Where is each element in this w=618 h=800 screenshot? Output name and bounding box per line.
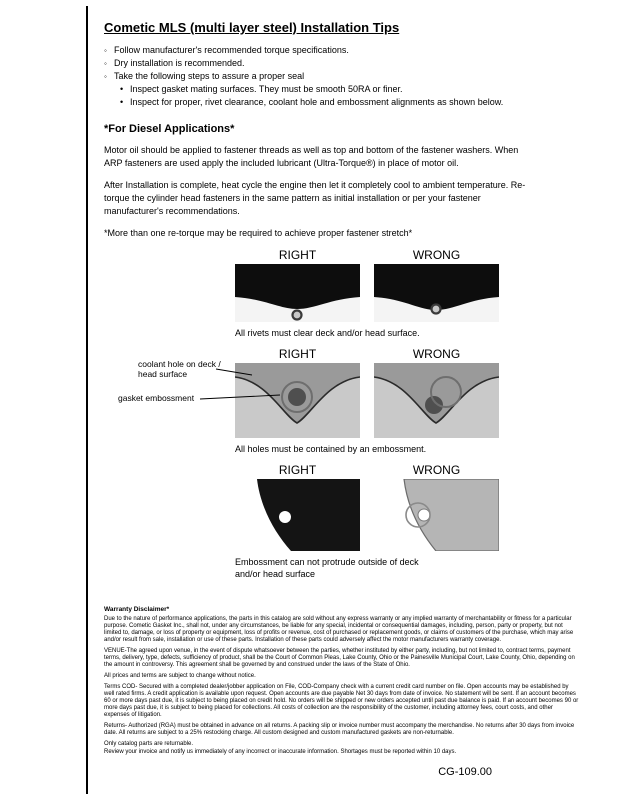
holes-right-diagram	[235, 363, 360, 438]
list-item	[104, 57, 584, 70]
holes-caption: All holes must be contained by an embossment.	[235, 444, 427, 454]
right-label: RIGHT	[278, 347, 317, 361]
list-item	[104, 44, 584, 57]
warranty-paragraph: Due to the nature of performance applications, the parts in this catalog are sold without any express warranty or any implied warranty of merchantability or fitness for a particular purpose. Cometic Gasket Inc., shall not, under any circumstances, be liable for any special, incidental or consequential damages, including, person, party or property, but not limited to, damage, or loss of property or equipment, loss of profits or revenue, cost of purchased or replacement goods, or claims of customers of the purchase, which may arise and/or result from sale, installation or use of these parts. Installation of these parts could adversely affect the motor manufacturers warranty coverage.	[104, 616, 574, 643]
retorque-note: *More than one re-torque may be required to achieve proper fastener stretch*	[104, 228, 413, 238]
left-border-rule	[86, 6, 88, 794]
tips-list	[104, 44, 584, 109]
tip-text: Inspect for proper, rivet clearance, coolant hole and embossment alignments as shown below.	[130, 97, 504, 107]
tip-text: Follow manufacturer's recommended torque specifications.	[114, 45, 349, 55]
open-bullet-icon: ◦	[104, 72, 107, 81]
warranty-disclaimer-section	[104, 606, 580, 756]
filled-bullet-icon: •	[120, 84, 124, 94]
embossment-right-diagram	[235, 479, 360, 551]
rivet-right-diagram	[235, 264, 360, 322]
tip-text: Take the following steps to assure a proper seal	[114, 71, 305, 81]
returns-paragraph: Returns- Authorized (RGA) must be obtained in advance on all returns. A packing slip or invoice number must accompany the merchandise. No returns after 30 days from invoice date. All returns are subject to a 25% restocking charge. All custom designed and custom manufactured gaskets are non-returnable.	[104, 723, 575, 736]
open-bullet-icon: ◦	[104, 46, 107, 55]
open-bullet-icon: ◦	[104, 59, 107, 68]
prices-paragraph: All prices and terms are subject to change without notice.	[104, 673, 256, 679]
warranty-heading: Warranty Disclaimer*	[104, 606, 170, 613]
right-wrong-headers	[235, 463, 503, 477]
right-wrong-headers	[235, 347, 503, 361]
embossment-wrong-diagram	[374, 479, 499, 551]
diesel-paragraph-1: Motor oil should be applied to fastener threads as well as top and bottom of the fastener washers. When ARP fasteners are used apply the included lubricant (Ultra-Torque®) in place of motor oil.	[104, 145, 519, 168]
diagram-row-embossment	[104, 463, 584, 580]
wrong-label: WRONG	[412, 463, 461, 477]
coolant-hole-callout: coolant hole on deck / head surface	[138, 359, 221, 379]
terms-paragraph: Terms COD- Secured with a completed dealer/jobber application on File, COD-Company check with a current credit card number on file. Open accounts may be established by well rated firms. A credit application is available upon request. Open accounts are due payable Net 30 days from date of invoice. No statement will be sent. If an account becomes 60 or more days past due, it is subject to being placed on credit hold. No orders will be shipped or new orders accepted until past due balance is paid. If an account becomes 90 or more days past due, it is subject to being placed for collections. All costs of collection are the responsibility of the customer, including attorney fees, court costs, and other expenses of litigation.	[104, 684, 579, 718]
page-content	[104, 20, 584, 760]
filled-bullet-icon: •	[120, 97, 124, 107]
diesel-applications-heading: *For Diesel Applications*	[104, 123, 235, 135]
page-title: Cometic MLS (multi layer steel) Installation Tips	[104, 20, 400, 35]
wrong-label: WRONG	[412, 248, 461, 262]
catalog-parts-line: Only catalog parts are returnable.	[104, 741, 194, 747]
venue-paragraph: VENUE-The agreed upon venue, in the event of dispute whatsoever between the parties, whether instituted by either party, including, but not limited to, contract terms, payment terms, delivery, type, defects, sufficiency of product, shall be the Court of Common Pleas, Lake County, Ohio or the Painesville Municipal Court, Lake County, Ohio, depending on the amount in controversy. This agreement shall be governed by and construed under the laws of the State of Ohio.	[104, 648, 575, 668]
holes-wrong-diagram	[374, 363, 499, 438]
diagram-row-holes	[104, 347, 584, 455]
diesel-paragraph-2: After Installation is complete, heat cycle the engine then let it completely cool to ambient temperature. Re-torque the cylinder head fasteners in the same pattern as initial installation or per your fastener manufacturer's recommendations.	[104, 180, 526, 216]
rivet-wrong-diagram	[374, 264, 499, 322]
tip-text: Dry installation is recommended.	[114, 58, 245, 68]
review-invoice-line: Review your invoice and notify us immediately of any incorrect or inaccurate information. Shortages must be reported within 10 days.	[104, 749, 457, 755]
rivets-caption: All rivets must clear deck and/or head surface.	[235, 328, 420, 338]
right-wrong-headers	[235, 248, 503, 262]
list-item	[120, 96, 584, 109]
wrong-label: WRONG	[412, 347, 461, 361]
list-item	[104, 70, 584, 83]
tip-text: Inspect gasket mating surfaces. They must be smooth 50RA or finer.	[130, 84, 403, 94]
right-label: RIGHT	[278, 463, 317, 477]
list-item	[120, 83, 584, 96]
diagram-section	[104, 248, 584, 580]
gasket-embossment-callout: gasket embossment	[118, 393, 195, 403]
diagram-row-rivets	[104, 248, 584, 339]
embossment-caption: Embossment can not protrude outside of deck and/or head surface	[235, 557, 419, 579]
right-label: RIGHT	[278, 248, 317, 262]
document-number: CG-109.00	[438, 766, 492, 778]
